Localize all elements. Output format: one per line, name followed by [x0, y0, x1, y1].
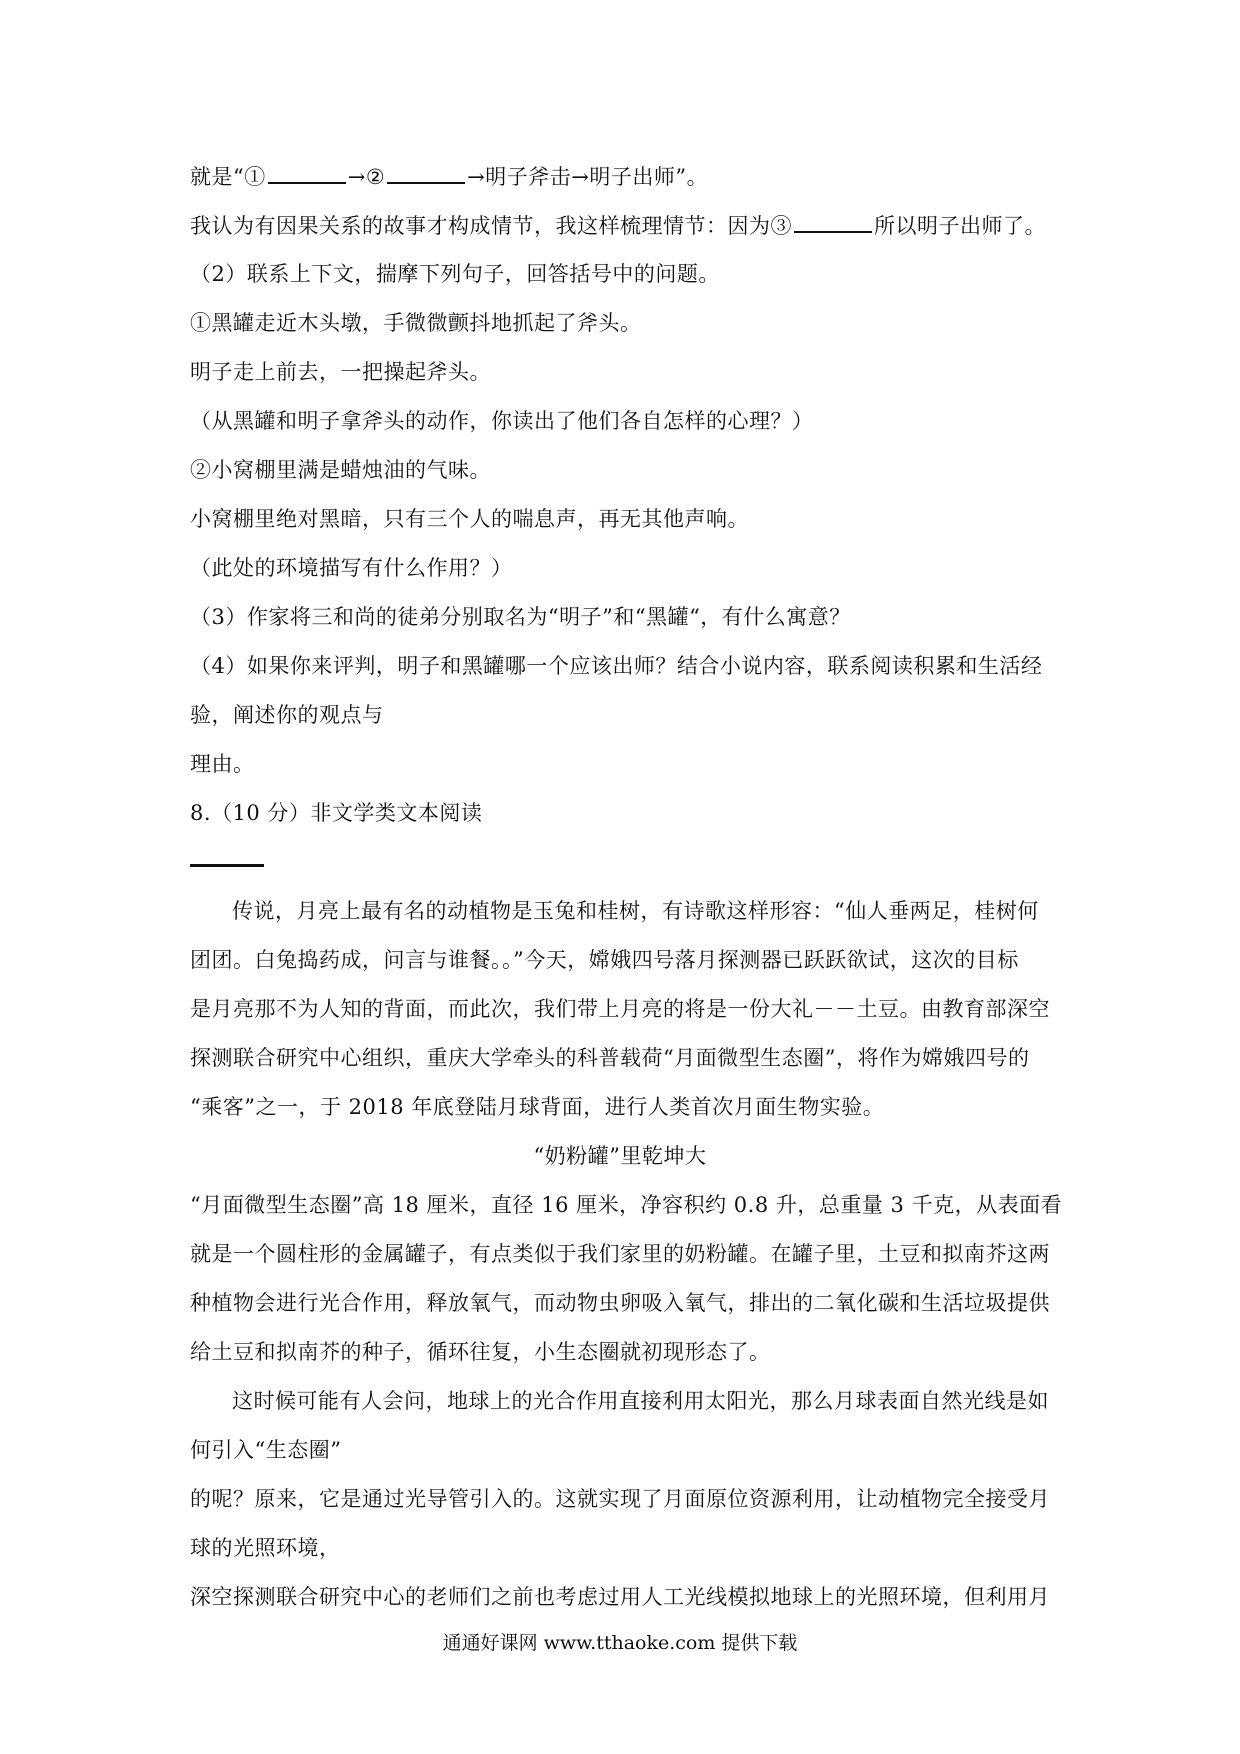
plot-cause-line: [190, 211, 1046, 240]
sentence-1-question: （从黑罐和明子拿斧头的动作，你读出了他们各自怎样的心理？）: [190, 409, 814, 433]
paragraph-2-line: 种植物会进行光合作用，释放氧气，而动物虫卵吸入氧气，排出的二氧化碳和生活垃圾提供: [190, 1291, 1050, 1315]
answer-blank-2[interactable]: [387, 162, 465, 184]
sentence-2b: 小窝棚里绝对黑暗，只有三个人的喘息声，再无其他声响。: [190, 507, 749, 531]
sub-question-4-line3: 理由。: [190, 752, 255, 776]
sentence-1a: ①黑罐走近木头墩，手微微颤抖地抓起了斧头。: [190, 311, 642, 335]
sub-question-2: （2）联系上下文，揣摩下列句子，回答括号中的问题。: [190, 262, 720, 286]
paragraph-3-line: 球的光照环境，: [190, 1536, 341, 1560]
paragraph-1-line: 团团。白兔捣药成，问言与谁餐。。”今天，嫦娥四号落月探测器已跃跃欲试，这次的目标: [190, 948, 1019, 972]
text: 就是“①: [190, 165, 266, 189]
divider-rule: [190, 864, 264, 867]
sentence-1b: 明子走上前去，一把操起斧头。: [190, 360, 491, 384]
answer-blank-3[interactable]: [794, 211, 872, 233]
paragraph-3-line: 的呢？原来，它是通过光导管引入的。这就实现了月面原位资源利用，让动植物完全接受月: [190, 1487, 1050, 1511]
paragraph-2-line: 给土豆和拟南芥的种子，循环往复，小生态圈就初现形态了。: [190, 1340, 771, 1364]
text: 所以明子出师了。: [874, 214, 1046, 238]
answer-blank-1[interactable]: [268, 162, 346, 184]
sentence-2a: ②小窝棚里满是蜡烛油的气味。: [190, 458, 491, 482]
question-8-heading: 8.（10 分）非文学类文本阅读: [190, 801, 483, 825]
section-subtitle: “奶粉罐”里乾坤大: [533, 1144, 707, 1168]
paragraph-1-line: 探测联合研究中心组织，重庆大学牵头的科普载荷“月面微型生态圈”，将作为嫦娥四号的: [190, 1046, 1030, 1070]
plot-sequence-line: [190, 162, 708, 191]
paragraph-3-line: 这时候可能有人会问，地球上的光合作用直接利用太阳光，那么月球表面自然光线是如: [232, 1389, 1049, 1413]
sentence-2-question: （此处的环境描写有什么作用？）: [190, 556, 513, 580]
paragraph-1-line: 传说，月亮上最有名的动植物是玉兔和桂树，有诗歌这样形容：“仙人垂两足，桂树何: [232, 899, 1039, 923]
sub-question-3: （3）作家将三和尚的徒弟分别取名为“明子”和“黑罐“，有什么寓意？: [190, 605, 851, 629]
paragraph-2-line: 就是一个圆柱形的金属罐子，有点类似于我们家里的奶粉罐。在罐子里，土豆和拟南芥这两: [190, 1242, 1050, 1266]
paragraph-1-line: 是月亮那不为人知的背面，而此次，我们带上月亮的将是一份大礼－－土豆。由教育部深空: [190, 997, 1050, 1021]
paragraph-3-line: 深空探测联合研究中心的老师们之前也考虑过用人工光线模拟地球上的光照环境，但利用月: [190, 1585, 1050, 1609]
text: 我认为有因果关系的故事才构成情节，我这样梳理情节：因为③: [190, 214, 792, 238]
paragraph-2-line: “月面微型生态圈”高 18 厘米，直径 16 厘米，净容积约 0.8 升，总重量 3 千克，从表面看: [190, 1193, 1063, 1217]
text: →②: [347, 165, 386, 189]
sub-question-4-line2: 验，阐述你的观点与: [190, 703, 384, 727]
page-footer: 通通好课网 www.tthaoke.com 提供下载: [442, 1632, 798, 1654]
paragraph-1-line: “乘客”之一，于 2018 年底登陆月球背面，进行人类首次月面生物实验。: [190, 1095, 885, 1119]
text: →明子斧击→明子出师”。: [467, 165, 709, 189]
paragraph-3-line: 何引入“生态圈”: [190, 1438, 342, 1462]
sub-question-4-line1: （4）如果你来评判，明子和黑罐哪一个应该出师？结合小说内容，联系阅读积累和生活经: [190, 654, 1043, 678]
